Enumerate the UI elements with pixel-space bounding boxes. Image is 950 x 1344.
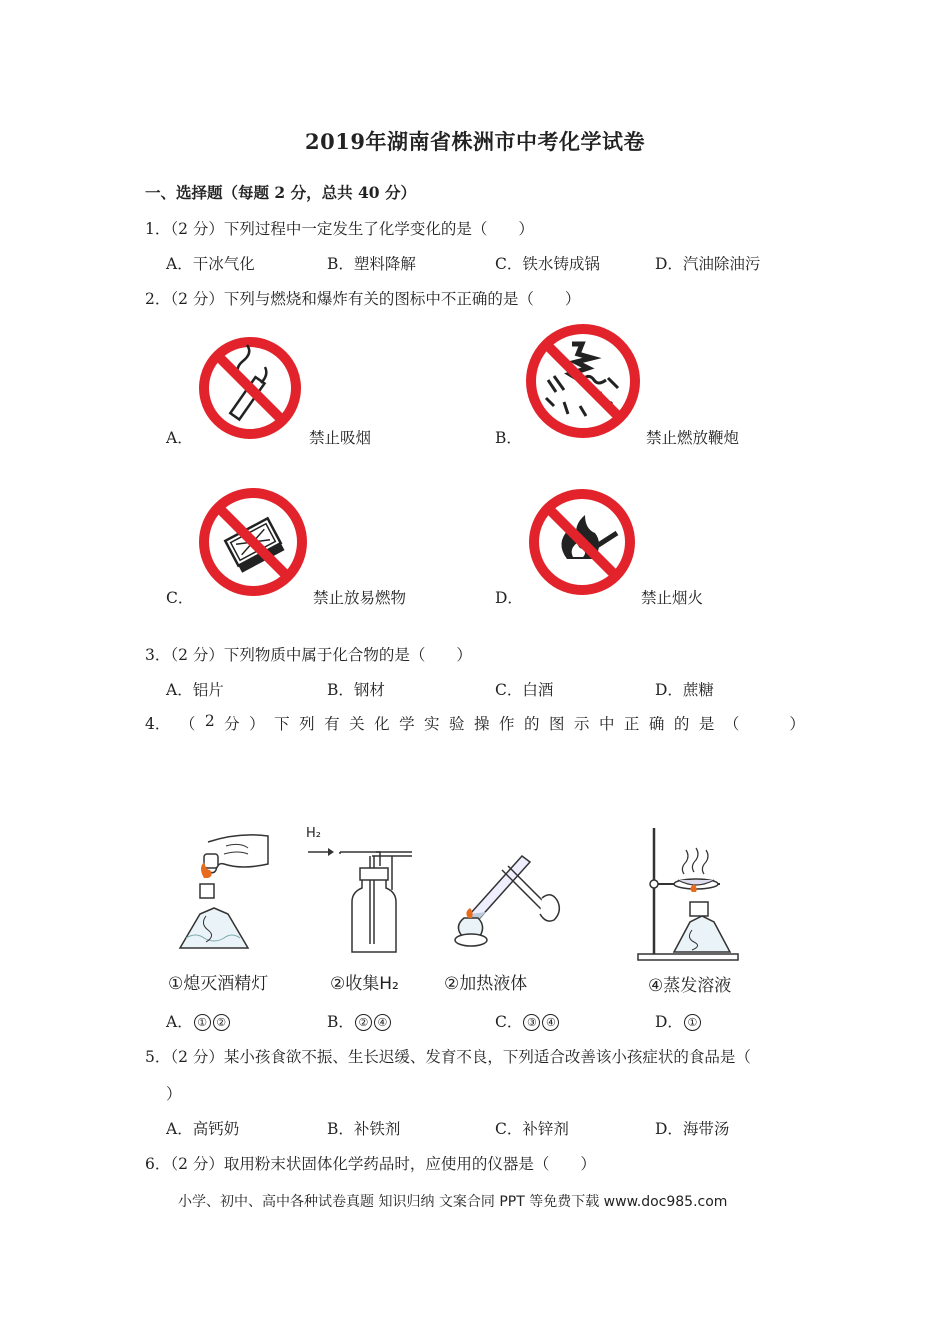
q2-option-d-label: 禁止烟火 xyxy=(641,589,704,607)
gas-collection-bottle-icon xyxy=(306,840,414,956)
footer-text: 小学、初中、高中各种试卷真题 知识归纳 文案合同 PPT 等免费下载 www.doc985.com xyxy=(178,1194,728,1210)
gas-label-h2: H₂ xyxy=(306,826,321,841)
q4-option-a: A． ① ② xyxy=(166,1010,231,1032)
no-flammables-icon xyxy=(197,486,309,598)
page-title: 2019年湖南省株洲市中考化学试卷 xyxy=(305,129,645,154)
q2-option-c-label: 禁止放易燃物 xyxy=(313,589,407,607)
question-5-stem: 5．（2 分）某小孩食欲不振、生长迟缓、发育不良，下列适合改善该小孩症状的食品是（ xyxy=(145,1048,751,1066)
question-6-stem: 6．（2 分）取用粉末状固体化学药品时，应使用的仪器是（ ） xyxy=(145,1155,596,1173)
q2-option-b-label: 禁止燃放鞭炮 xyxy=(646,429,740,447)
question-2-stem: 2．（2 分）下列与燃烧和爆炸有关的图标中不正确的是（ ） xyxy=(145,290,581,308)
question-1-stem: 1．（2 分）下列过程中一定发生了化学变化的是（ ） xyxy=(145,220,534,238)
q3-option-d: D．蔗糖 xyxy=(655,681,714,699)
no-smoking-icon xyxy=(197,335,303,441)
q1-option-c: C．铁水铸成锅 xyxy=(495,255,600,273)
figure-4-caption: ④蒸发溶液 xyxy=(648,976,732,996)
question-5-stem-continued: ） xyxy=(166,1085,182,1103)
q5-option-c: C．补锌剂 xyxy=(495,1120,569,1138)
question-4-stem: 4． （ 2 分 ） 下 列 有 关 化 学 实 验 操 作 的 图 示 中 正 确 的 是 （ ） xyxy=(145,712,805,733)
q3-option-b: B．钢材 xyxy=(327,681,385,699)
question-3-stem: 3．（2 分）下列物质中属于化合物的是（ ） xyxy=(145,646,472,664)
q1-option-d: D．汽油除油污 xyxy=(655,255,761,273)
alcohol-lamp-extinguish-icon xyxy=(168,828,276,956)
q2-option-a-letter: A． xyxy=(166,429,193,447)
q4-option-c: C． ③ ④ xyxy=(495,1010,560,1032)
q5-option-a: A．高钙奶 xyxy=(166,1120,240,1138)
figure-1-caption: ①熄灭酒精灯 xyxy=(168,974,269,994)
q3-option-a: A．铝片 xyxy=(166,681,224,699)
q5-option-b: B．补铁剂 xyxy=(327,1120,401,1138)
no-fire-icon xyxy=(527,487,637,597)
evaporation-icon xyxy=(632,826,744,962)
no-firecrackers-icon xyxy=(524,322,642,440)
q2-option-c-letter: C． xyxy=(166,589,194,607)
figure-2-caption: ②收集H₂ xyxy=(330,974,399,994)
q1-option-b: B．塑料降解 xyxy=(327,255,416,273)
q1-option-a: A．干冰气化 xyxy=(166,255,255,273)
heating-liquid-icon xyxy=(446,850,570,958)
q2-option-d-letter: D． xyxy=(495,589,523,607)
q2-option-b-letter: B． xyxy=(495,429,522,447)
q4-option-d: D． ① xyxy=(655,1010,702,1032)
figure-3-caption: ②加热液体 xyxy=(444,974,528,994)
q5-option-d: D．海带汤 xyxy=(655,1120,730,1138)
q4-option-b: B． ② ④ xyxy=(327,1010,392,1032)
section-heading: 一、选择题（每题 2 分，总共 40 分） xyxy=(145,183,416,202)
q3-option-c: C．白酒 xyxy=(495,681,554,699)
q2-option-a-label: 禁止吸烟 xyxy=(309,429,372,447)
